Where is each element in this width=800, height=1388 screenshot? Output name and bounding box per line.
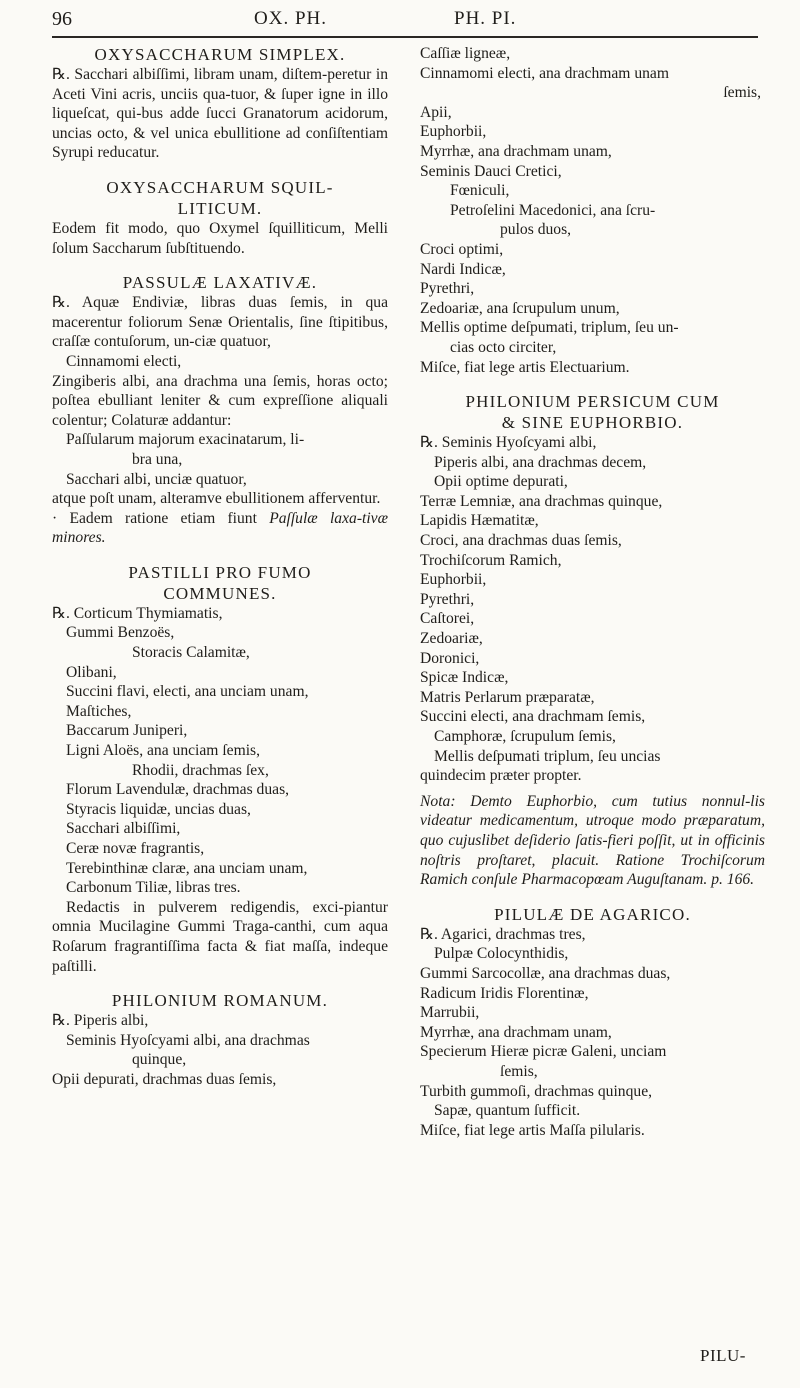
- left-column: [52, 44, 388, 1090]
- ingredient-line: Succini electi, ana drachmam ſemis,: [420, 708, 646, 726]
- ingredient-line: Spicæ Indicæ,: [420, 669, 509, 687]
- ingredient-line: Caſtorei,: [420, 610, 475, 628]
- ingredient-line: Carbonum Tiliæ, libras tres.: [66, 879, 241, 897]
- ingredient-line: Terræ Lemniæ, ana drachmas quinque,: [420, 492, 663, 510]
- ingredient-line: Seminis Dauci Cretici,: [420, 162, 562, 180]
- ingredient-line: Ligni Aloës, ana unciam ſemis,: [66, 742, 261, 760]
- running-header: [52, 6, 758, 40]
- section-title: OXYSACCHARUM SIMPLEX.: [94, 45, 346, 64]
- ingredient-line: Maſtiches,: [66, 702, 132, 720]
- ingredient-line: Piperis albi, ana drachmas decem,: [434, 453, 647, 471]
- ingredient-line: Euphorbii,: [420, 123, 487, 141]
- ingredient-line: Styracis liquidæ, uncias duas,: [66, 800, 251, 818]
- ingredient-line: Opii depurati, drachmas duas ſemis,: [52, 1070, 277, 1088]
- section-title: PASSULÆ LAXATIVÆ.: [122, 273, 318, 293]
- ingredient-line: Specierum Hieræ picræ Galeni, unciam: [420, 1043, 667, 1061]
- ingredient-line: Apii,: [420, 103, 452, 121]
- section-title: COMMUNES.: [163, 583, 277, 603]
- recipe-text: Zingiberis albi, ana drachma una ſemis, horas octo; poſtea ebulliant leniter & cum expreſſione aliquali colentur; Colaturæ addantur:: [52, 372, 388, 429]
- ingredient-line: Trochiſcorum Ramich,: [420, 551, 562, 569]
- ingredient-line: quindecim præter propter.: [420, 767, 582, 785]
- ingredient-line: Turbith gummoſi, drachmas quinque,: [420, 1082, 653, 1100]
- ingredient-line: Matris Perlarum præparatæ,: [420, 688, 595, 706]
- ingredient-line: bra una,: [132, 450, 183, 468]
- ingredient-line: Cinnamomi electi,: [66, 352, 182, 370]
- ingredient-line: Sapæ, quantum ſufficit.: [434, 1102, 581, 1120]
- running-title-right: PH. PI.: [454, 8, 517, 29]
- ingredient-line: Paſſularum majorum exacinatarum, li-: [66, 431, 305, 449]
- recipe-text: [52, 509, 388, 548]
- section-title: PHILONIUM ROMANUM.: [111, 991, 329, 1011]
- ingredient-line: Doronici,: [420, 649, 480, 667]
- ingredient-line: Croci, ana drachmas duas ſemis,: [420, 532, 622, 550]
- ingredient-line: Pyrethri,: [420, 280, 475, 298]
- ingredient-line: Sacchari albi, unciæ quatuor,: [66, 470, 247, 488]
- recipe-text: atque poſt unam, alteramve ebullitionem afferventur.: [52, 490, 381, 508]
- ingredient-line: Zedoariæ, ana ſcrupulum unum,: [420, 299, 620, 317]
- ingredient-line: ſemis,: [723, 84, 761, 102]
- ingredient-line: ℞. Seminis Hyoſcyami albi,: [420, 434, 597, 452]
- ingredient-line: Gummi Benzoës,: [66, 624, 175, 642]
- ingredient-line: Croci optimi,: [420, 240, 504, 258]
- ingredient-line: Seminis Hyoſcyami albi, ana drachmas: [66, 1031, 310, 1049]
- recipe-text: ℞. Aquæ Endiviæ, libras duas ſemis, in qua macerentur foliorum Senæ Orientalis, ſine ſtipitibus, craſſæ contuſorum, un-ciæ quatuor,: [52, 294, 388, 351]
- ingredient-line: cias octo circiter,: [450, 338, 557, 356]
- recipe-text-italic: Paſſulæ laxa-tivæ minores.: [52, 509, 388, 547]
- ingredient-line: Baccarum Juniperi,: [66, 722, 188, 740]
- catchword: PILU-: [700, 1346, 746, 1365]
- section-title: PILULÆ DE AGARICO.: [494, 904, 691, 924]
- ingredient-line: ſemis,: [500, 1062, 538, 1080]
- ingredient-line: Euphorbii,: [420, 571, 487, 589]
- ingredient-line: Nardi Indicæ,: [420, 260, 506, 278]
- ingredient-line: Radicum Iridis Florentinæ,: [420, 984, 589, 1002]
- ingredient-line: Storacis Calamitæ,: [132, 644, 250, 662]
- ingredient-line: Gummi Sarcocollæ, ana drachmas duas,: [420, 964, 671, 982]
- section-title: PASTILLI PRO FUMO: [128, 562, 312, 582]
- ingredient-line: Cinnamomi electi, ana drachmam unam: [420, 64, 669, 82]
- ingredient-line: Terebinthinæ claræ, ana unciam unam,: [66, 859, 308, 877]
- ingredient-line: Olibani,: [66, 663, 117, 681]
- note-text: Nota: Demto Euphorbio, cum tutius nonnul-lis videatur medicamentum, utroque modo præparatum, quo cujuslibet deſiderio ſatis-fieri poſſit, ut in officinis noſtris proſtaret, placuit. Ratione Trochiſcorum Ramich conſule Pharmacopœam Auguſtanam. p. 166.: [420, 792, 765, 889]
- ingredient-line: Caſſiæ ligneæ,: [420, 45, 511, 62]
- page-number: 96: [52, 8, 72, 30]
- ingredient-line: Mellis optime deſpumati, triplum, ſeu un-: [420, 319, 679, 337]
- section-title: & SINE EUPHORBIO.: [501, 413, 684, 433]
- section-title: PHILONIUM PERSICUM CUM: [465, 392, 720, 412]
- running-title-left: OX. PH.: [254, 8, 327, 29]
- ingredient-line: Pulpæ Colocynthidis,: [434, 945, 569, 963]
- ingredient-line: Lapidis Hæmatitæ,: [420, 512, 539, 530]
- ingredient-line: ℞. Corticum Thymiamatis,: [52, 604, 223, 622]
- ingredient-line: Miſce, fiat lege artis Electuarium.: [420, 358, 630, 376]
- ingredient-line: Ceræ novæ fragrantis,: [66, 840, 205, 857]
- ingredient-line: Zedoariæ,: [420, 630, 483, 648]
- ingredient-line: Succini flavi, electi, ana unciam unam,: [66, 683, 309, 701]
- recipe-text: Redactis in pulverem redigendis, exci-piantur omnia Mucilagine Gummi Traga-canthi, cum aqua Roſarum fragrantiſſima facta & fiat maſſa, indeque paſtilli.: [52, 898, 388, 975]
- ingredient-line: Miſce, fiat lege artis Maſſa pilularis.: [420, 1121, 645, 1139]
- ingredient-line: Sacchari albiſſimi,: [66, 820, 181, 838]
- section-title: OXYSACCHARUM SQUIL-: [106, 177, 334, 197]
- ingredient-line: Myrrhæ, ana drachmam unam,: [420, 142, 612, 160]
- ingredient-line: Marrubii,: [420, 1004, 480, 1022]
- recipe-text: ℞. Sacchari albiſſimi, libram unam, diſtem-peretur in Aceti Vini acris, unciis qua-tuor, & ſuper igne in illo liqueſcat, qui-bus adde ſucci Granatorum acidorum, uncias octo, & vel unica ebullitione ad conſiſtentiam Syrupi reducatur.: [52, 66, 388, 162]
- ingredient-line: Opii optime depurati,: [434, 473, 568, 491]
- ingredient-line: pulos duos,: [500, 221, 572, 239]
- ingredient-line: ℞. Agarici, drachmas tres,: [420, 925, 586, 943]
- ingredient-line: Florum Lavendulæ, drachmas duas,: [66, 781, 290, 799]
- right-column: [420, 44, 765, 1140]
- section-title: LITICUM.: [177, 198, 263, 218]
- ingredient-line: Camphoræ, ſcrupulum ſemis,: [434, 728, 616, 745]
- ingredient-line: Fœniculi,: [450, 182, 510, 200]
- recipe-text-roman: · Eadem ratione etiam fiunt: [52, 509, 257, 527]
- ingredient-line: Pyrethri,: [420, 590, 475, 608]
- ingredient-line: Rhodii, drachmas ſex,: [132, 761, 269, 779]
- ingredient-line: Mellis deſpumati triplum, ſeu uncias: [434, 747, 661, 765]
- header-rule: [52, 36, 758, 38]
- ingredient-line: Petroſelini Macedonici, ana ſcru-: [450, 201, 656, 219]
- recipe-text: Eodem fit modo, quo Oxymel ſquilliticum, Melli ſolum Saccharum ſubſtituendo.: [52, 219, 388, 257]
- ingredient-line: Myrrhæ, ana drachmam unam,: [420, 1023, 612, 1041]
- ingredient-line: ℞. Piperis albi,: [52, 1012, 149, 1030]
- ingredient-line: quinque,: [132, 1051, 187, 1069]
